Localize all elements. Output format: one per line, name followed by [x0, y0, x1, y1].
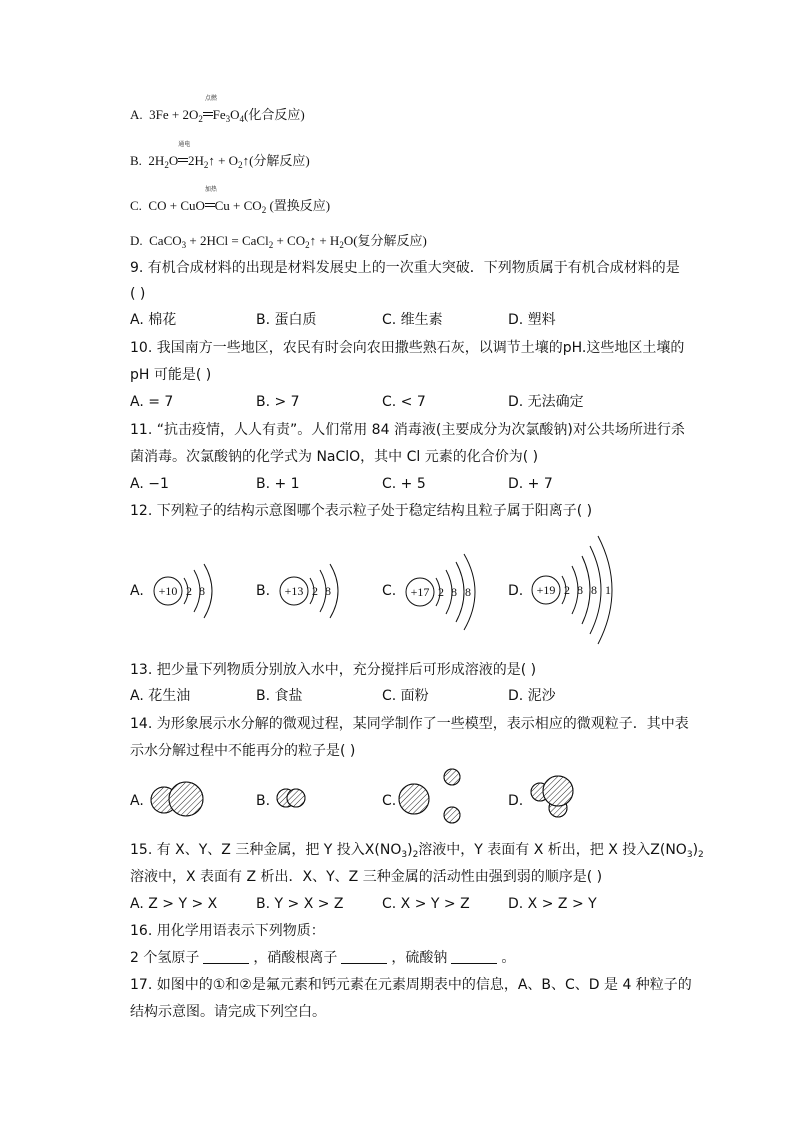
nucleus-charge: +19 [536, 583, 556, 597]
atom-ball [444, 807, 460, 823]
q14-option-d-label: D. [508, 793, 524, 809]
electron-shell-arc [204, 564, 212, 618]
nucleus-charge: +17 [410, 585, 430, 599]
q8-option-a: A. $3Fe + 2O_2$ 点燃 $Fe_3O_4$(化合反应) [130, 95, 305, 124]
q12-option-d-label: D. [508, 583, 524, 599]
q13-option-d: D. 泥沙 [508, 688, 556, 704]
q17-stem-line1: 17. 如图中的①和②是氟元素和钙元素在元素周期表中的信息，A、B、C、D 是 4 种粒子的 [130, 977, 692, 993]
q15-option-c: C. X > Y > Z [382, 896, 470, 912]
atom-diagram-d [528, 540, 628, 640]
q12-option-b-label: B. [256, 583, 271, 599]
answer-blank[interactable] [203, 951, 249, 964]
electron-shell-arc [582, 556, 590, 624]
q11-option-c: C. + 5 [382, 476, 426, 492]
q8-option-c: C. CO + CuO 加热 $Cu + CO_2$ (置换反应) [130, 186, 331, 215]
q12-option-a-label: A. [130, 583, 144, 599]
nucleus-charge: +10 [158, 584, 178, 598]
shell-electrons: 2 [312, 584, 318, 598]
q9-option-a: A. 棉花 [130, 312, 177, 328]
answer-blank[interactable] [341, 951, 387, 964]
reaction-condition: 加热 [204, 186, 217, 193]
q15-option-a: A. Z > Y > X [130, 896, 218, 912]
shell-electrons: 8 [451, 585, 457, 599]
molecule-model-c [398, 766, 468, 826]
q8-option-d: D. CaCO$_3$ + 2HCl = CaCl$_2$ + $CO_2↑ + H_2O$(复分解反应) [130, 233, 427, 250]
q11-option-a: A. −1 [130, 476, 169, 492]
q15-option-d: D. X > Z > Y [508, 896, 597, 912]
q9-option-c: C. 维生素 [382, 312, 443, 328]
q10-option-b: B. > 7 [256, 394, 300, 410]
q11-option-d: D. + 7 [508, 476, 553, 492]
q14-option-c-label: C. [382, 793, 397, 809]
atom-diagram-b [276, 556, 356, 626]
q14-stem-line2: 示水分解过程中不能再分的粒子是( ) [130, 743, 356, 759]
reaction-condition: 点燃 [204, 95, 217, 102]
molecule-model-d [528, 772, 588, 822]
shell-electrons: 8 [591, 583, 597, 597]
q14-option-b-label: B. [256, 793, 271, 809]
q12-option-c-label: C. [382, 583, 397, 599]
atom-diagram-a [150, 556, 230, 626]
q10-stem-line1: 10. 我国南方一些地区，农民有时会向农田撒些熟石灰，以调节土壤的pH.这些地区土壤的 [130, 340, 685, 356]
electron-shell-arc [456, 562, 464, 622]
q10-stem-line2: pH 可能是( ) [130, 367, 212, 383]
q13-option-a: A. 花生油 [130, 688, 191, 704]
atom-diagram-c [402, 552, 492, 632]
q12-stem: 12. 下列粒子的结构示意图哪个表示粒子处于稳定结构且粒子属于阳离子( ) [130, 503, 593, 519]
q17-stem-line2: 结构示意图。请完成下列空白。 [130, 1004, 326, 1020]
q11-stem-line1: 11. “抗击疫情，人人有责”。人们常用 84 消毒液(主要成分为次氯酸钠)对公共场所进行杀 [130, 422, 685, 438]
reaction-condition: 通电 [178, 141, 191, 148]
q16-blanks-line: 2 个氢原子 ，硝酸根离子 ，硫酸钠 。 [130, 950, 516, 966]
q10-option-d: D. 无法确定 [508, 394, 584, 410]
q15-stem-line1: 15. 有 X、Y、Z 三种金属，把 Y 投入$X(NO_3)_2$溶液中，Y 表面有 X 析出，把 X 投入$Z(NO_3)_2$ [130, 842, 704, 860]
atom-ball [169, 782, 203, 816]
q15-option-b: B. Y > X > Z [256, 896, 344, 912]
molecule-model-a [148, 780, 218, 820]
molecule-model-b [274, 786, 314, 816]
q9-option-b: B. 蛋白质 [256, 312, 317, 328]
shell-electrons: 2 [186, 584, 192, 598]
shell-electrons: 8 [577, 583, 583, 597]
q11-stem-line2: 菌消毒。次氯酸钠的化学式为 NaClO，其中 Cl 元素的化合价为( ) [130, 449, 539, 465]
nucleus-charge: +13 [284, 584, 304, 598]
q13-option-c: C. 面粉 [382, 688, 429, 704]
q14-stem-line1: 14. 为形象展示水分解的微观过程，某同学制作了一些模型，表示相应的微观粒子．其中表 [130, 716, 689, 732]
shell-electrons: 8 [199, 584, 205, 598]
atom-ball [399, 784, 429, 814]
shell-electrons: 1 [605, 583, 611, 597]
answer-blank[interactable] [451, 951, 497, 964]
electron-shell-arc [330, 564, 338, 618]
shell-electrons: 2 [564, 583, 570, 597]
q11-option-b: B. + 1 [256, 476, 300, 492]
q9-stem-line1: 9. 有机合成材料的出现是材料发展史上的一次重大突破．下列物质属于有机合成材料的是 [130, 260, 680, 276]
q9-option-d: D. 塑料 [508, 312, 556, 328]
q16-stem: 16. 用化学用语表示下列物质： [130, 923, 325, 939]
shell-electrons: 8 [325, 584, 331, 598]
q10-option-c: C. < 7 [382, 394, 426, 410]
shell-electrons: 2 [438, 585, 444, 599]
q10-option-a: A. = 7 [130, 394, 174, 410]
q15-stem-line2: 溶液中，X 表面有 Z 析出．X、Y、Z 三种金属的活动性由强到弱的顺序是( ) [130, 869, 603, 885]
atom-ball [543, 776, 573, 806]
q13-option-b: B. 食盐 [256, 688, 303, 704]
q13-stem: 13. 把少量下列物质分别放入水中，充分搅拌后可形成溶液的是( ) [130, 662, 537, 678]
q9-stem-line2: ( ) [130, 286, 146, 302]
q8-option-b: B. $2H_2O$ 通电 $2H_2↑$ + $O_2↑$(分解反应) [130, 141, 310, 170]
shell-electrons: 8 [465, 585, 471, 599]
q14-option-a-label: A. [130, 793, 144, 809]
atom-ball [287, 789, 305, 807]
atom-ball [444, 769, 460, 785]
